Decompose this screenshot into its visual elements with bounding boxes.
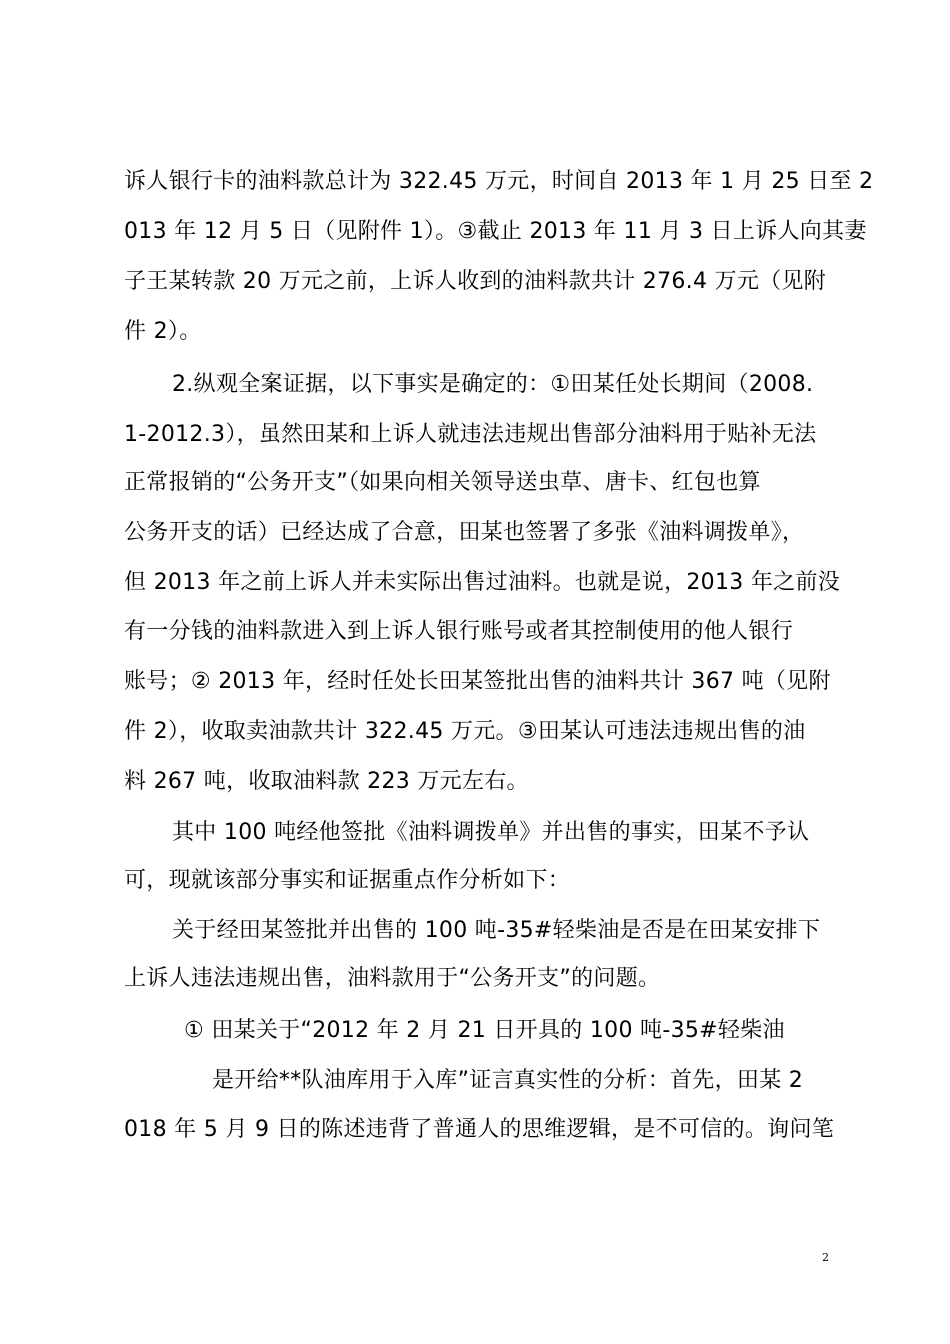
text-line: 料 267 吨，收取油料款 223 万元左右。 <box>124 769 529 794</box>
text-line: 账号；② 2013 年，经时任处长田某签批出售的油料共计 367 吨（见附 <box>124 669 831 694</box>
text-line: 013 年 12 月 5 日（见附件 1）。③截止 2013 年 11 月 3 日上诉人向其妻 <box>124 219 867 244</box>
text-line: 正常报销的“公务开支”（如果向相关领导送虫草、唐卡、红包也算 <box>124 470 761 495</box>
text-line: ① 田某关于“2012 年 2 月 21 日开具的 100 吨-35#轻柴油 <box>184 1018 785 1043</box>
text-line: 件 2），收取卖油款共计 322.45 万元。③田某认可违法违规出售的油 <box>124 719 806 744</box>
page-number: 2 <box>822 1251 829 1264</box>
text-line: 诉人银行卡的油料款总计为 322.45 万元，时间自 2013 年 1 月 25 日至 2 <box>124 169 874 194</box>
text-line: 是开给**队油库用于入库”证言真实性的分析：首先，田某 2 <box>212 1068 804 1093</box>
text-line: 有一分钱的油料款进入到上诉人银行账号或者其控制使用的他人银行 <box>124 619 794 644</box>
text-line: 上诉人违法违规出售，油料款用于“公务开支”的问题。 <box>124 966 661 991</box>
text-line: 子王某转款 20 万元之前，上诉人收到的油料款共计 276.4 万元（见附 <box>124 269 827 294</box>
text-line: 018 年 5 月 9 日的陈述违背了普通人的思维逻辑，是不可信的。询问笔 <box>124 1117 835 1142</box>
text-line: 可，现就该部分事实和证据重点作分析如下： <box>124 868 571 893</box>
text-line: 关于经田某签批并出售的 100 吨-35#轻柴油是否是在田某安排下 <box>172 918 821 943</box>
text-line: 但 2013 年之前上诉人并未实际出售过油料。也就是说，2013 年之前没 <box>124 570 841 595</box>
text-line: 1-2012.3），虽然田某和上诉人就违法违规出售部分油料用于贴补无法 <box>124 422 817 447</box>
text-line: 公务开支的话）已经达成了合意，田某也签署了多张《油料调拨单》， <box>124 520 805 545</box>
text-line: 其中 100 吨经他签批《油料调拨单》并出售的事实，田某不予认 <box>172 820 810 845</box>
text-line: 件 2）。 <box>124 319 202 344</box>
text-line: 2.纵观全案证据，以下事实是确定的：①田某任处长期间（2008. <box>172 372 814 397</box>
